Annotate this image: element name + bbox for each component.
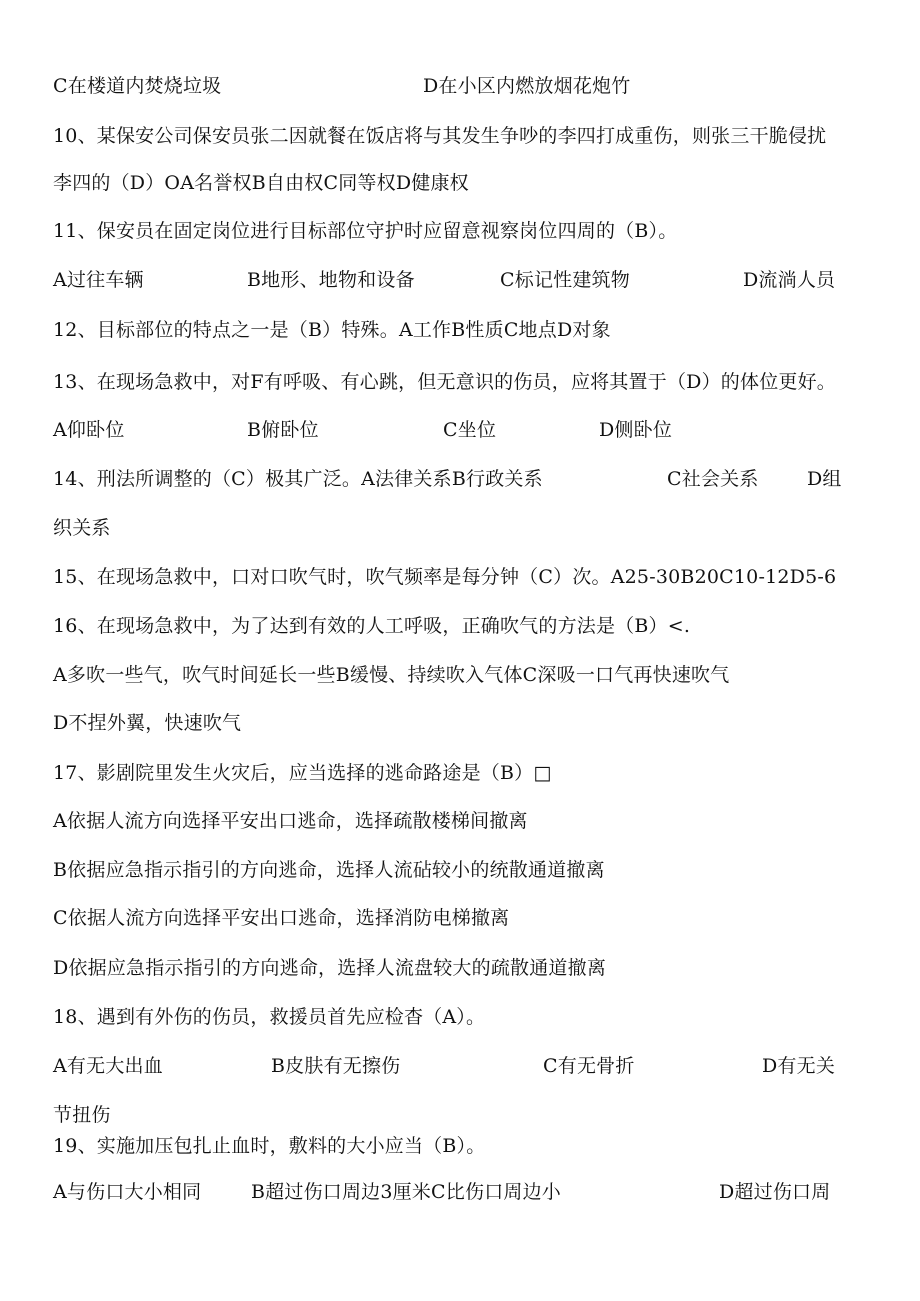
question-14-stem: 14、刑法所调整的（C）极其广泛。A法律关系B行政关系 [53, 468, 543, 490]
option-d: D有无关 [762, 1055, 836, 1077]
question-13: 13、在现场急救中，对F有呼吸、有心跳，但无意识的伤员，应将其置于（D）的体位更好。 [53, 371, 836, 393]
option-d-line-16: D不捏外翼，快速吹气 [53, 712, 242, 734]
question-12: 12、目标部位的特点之一是（B）特殊。A工作B性质C地点D对象 [53, 319, 611, 341]
question-11: 11、保安员在固定岗位进行目标部位守护时应留意视察岗位四周的（B）。 [53, 220, 678, 242]
option-b: B超过伤口周边3厘米C比伤口周边小 [251, 1181, 561, 1203]
option-c: C坐位 [443, 419, 497, 441]
question-10-line-1: 10、某保安公司保安员张二因就餐在饭店将与其发生争吵的李四打成重伤，则张三干脆侵扰 [53, 125, 827, 147]
option-c: C在楼道内焚烧垃圾 [53, 75, 222, 97]
options-line-16: A多吹一些气，吹气时间延长一些B缓慢、持续吹入气体C深吸一口气再快速吹气 [53, 664, 730, 686]
option-d: D流淌人员 [743, 269, 836, 291]
option-d: D侧卧位 [599, 419, 673, 441]
question-10-line-2: 李四的（D）OA名誉权B自由权C同等权D健康权 [53, 172, 469, 194]
option-d: D在小区内燃放烟花炮竹 [423, 75, 631, 97]
option-d: D超过伤口周 [719, 1181, 831, 1203]
option-c: C有无骨折 [543, 1055, 635, 1077]
option-b: B俯卧位 [247, 419, 319, 441]
option-b-17: B依据应急指示指引的方向逃命，选择人流砧较小的统散通道撤离 [53, 859, 605, 881]
option-a-17: A依据人流方向选择平安出口逃命，选择疏散楼梯间撤离 [53, 810, 528, 832]
question-19: 19、实施加压包扎止血时，敷料的大小应当（B）。 [53, 1135, 486, 1157]
option-c: C标记性建筑物 [500, 269, 630, 291]
option-b: B地形、地物和设备 [247, 269, 415, 291]
question-14-line-2: 织关系 [53, 517, 111, 539]
option-d: D组 [807, 468, 842, 490]
option-a: A过往车辆 [53, 269, 144, 291]
question-15: 15、在现场急救中，口对口吹气时，吹气频率是每分钟（C）次。A25-30B20C10-12D5-6 [53, 566, 837, 588]
option-a: A有无大出血 [53, 1055, 163, 1077]
option-d-17: D依据应急指示指引的方向逃命，选择人流盘较大的疏散通道撤离 [53, 957, 607, 979]
option-a: A与伤口大小相同 [53, 1181, 202, 1203]
options-line-18-cont: 节扭伤 [53, 1104, 111, 1126]
question-17: 17、影剧院里发生火灾后，应当选择的逃命路途是（B）□ [53, 762, 552, 784]
question-16: 16、在现场急救中，为了达到有效的人工呼吸，正确吹气的方法是（B）<. [53, 615, 691, 637]
option-c-17: C依据人流方向选择平安出口逃命，选择消防电梯撤离 [53, 907, 510, 929]
question-18: 18、遇到有外伤的伤员，救援员首先应检杳（A）。 [53, 1006, 486, 1028]
option-b: B皮肤有无擦伤 [271, 1055, 401, 1077]
option-c: C社会关系 [667, 468, 759, 490]
option-a: A仰卧位 [53, 419, 125, 441]
